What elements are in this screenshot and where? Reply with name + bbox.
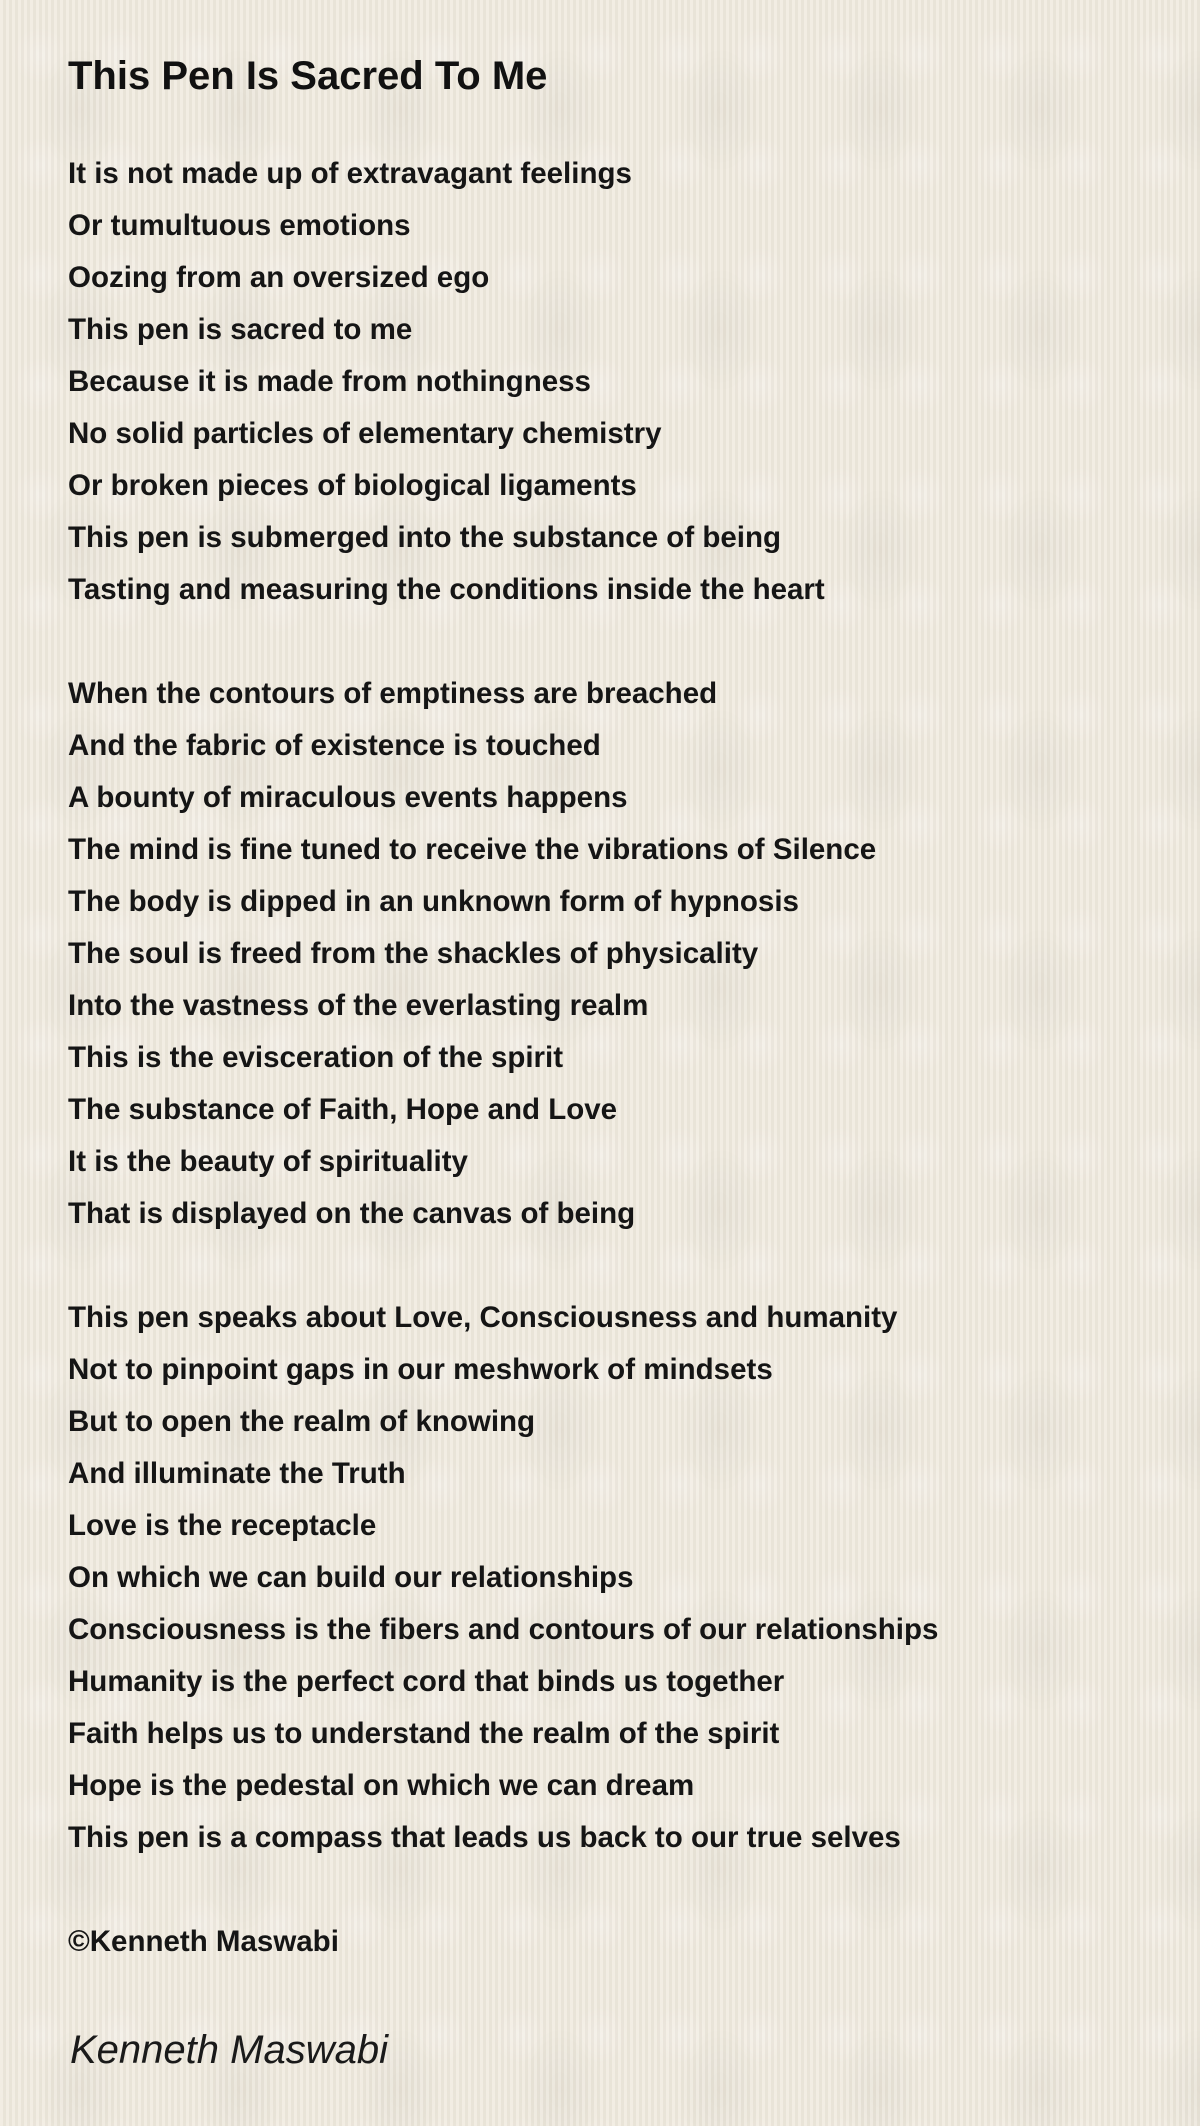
poem-line: Or broken pieces of biological ligaments	[68, 469, 637, 502]
poem-line: Oozing from an oversized ego	[68, 261, 490, 294]
poem-line: Into the vastness of the everlasting realm	[68, 989, 649, 1022]
poem-line: That is displayed on the canvas of being	[68, 1197, 636, 1230]
poem-line: When the contours of emptiness are breached	[68, 677, 718, 710]
stanza-gap	[68, 1240, 1168, 1292]
stanza-1	[68, 148, 1168, 616]
poem-body	[68, 148, 1168, 1968]
poem-line: This pen is a compass that leads us back to our true selves	[68, 1821, 901, 1854]
poem-line: Hope is the pedestal on which we can dream	[68, 1769, 695, 1802]
poem-line: It is the beauty of spirituality	[68, 1145, 468, 1178]
poem-line: The substance of Faith, Hope and Love	[68, 1093, 618, 1126]
stanza-3	[68, 1292, 1168, 1864]
poem-line: Not to pinpoint gaps in our meshwork of mindsets	[68, 1353, 773, 1386]
poem-line: On which we can build our relationships	[68, 1561, 634, 1594]
poem-line: And the fabric of existence is touched	[68, 729, 601, 762]
stanza-gap	[68, 616, 1168, 668]
poem-line: Love is the receptacle	[68, 1509, 377, 1542]
poem-line: But to open the realm of knowing	[68, 1405, 536, 1438]
poem-line: No solid particles of elementary chemistry	[68, 417, 662, 450]
copyright-line: ©Kenneth Maswabi	[68, 1925, 339, 1958]
poem-line: This pen is submerged into the substance of being	[68, 521, 781, 554]
poem-line: The soul is freed from the shackles of physicality	[68, 937, 759, 970]
poem-line: It is not made up of extravagant feelings	[68, 157, 632, 190]
poem-line: The body is dipped in an unknown form of hypnosis	[68, 885, 799, 918]
poem-line: Faith helps us to understand the realm of the spirit	[68, 1717, 780, 1750]
poem-line: Or tumultuous emotions	[68, 209, 411, 242]
poem-title: This Pen Is Sacred To Me	[68, 54, 548, 98]
poem-line: Because it is made from nothingness	[68, 365, 591, 398]
poem-line: Humanity is the perfect cord that binds us together	[68, 1665, 785, 1698]
poem-line: The mind is fine tuned to receive the vibrations of Silence	[68, 833, 877, 866]
poem-line: Tasting and measuring the conditions inside the heart	[68, 573, 825, 606]
author-signature: Kenneth Maswabi	[70, 2028, 388, 2072]
poem-line: A bounty of miraculous events happens	[68, 781, 628, 814]
poem-line: This is the evisceration of the spirit	[68, 1041, 564, 1074]
poem-line: This pen is sacred to me	[68, 313, 413, 346]
poem-line: Consciousness is the fibers and contours of our relationships	[68, 1613, 939, 1646]
poem-line: This pen speaks about Love, Consciousness and humanity	[68, 1301, 898, 1334]
stanza-2	[68, 668, 1168, 1240]
poem-line: And illuminate the Truth	[68, 1457, 406, 1490]
